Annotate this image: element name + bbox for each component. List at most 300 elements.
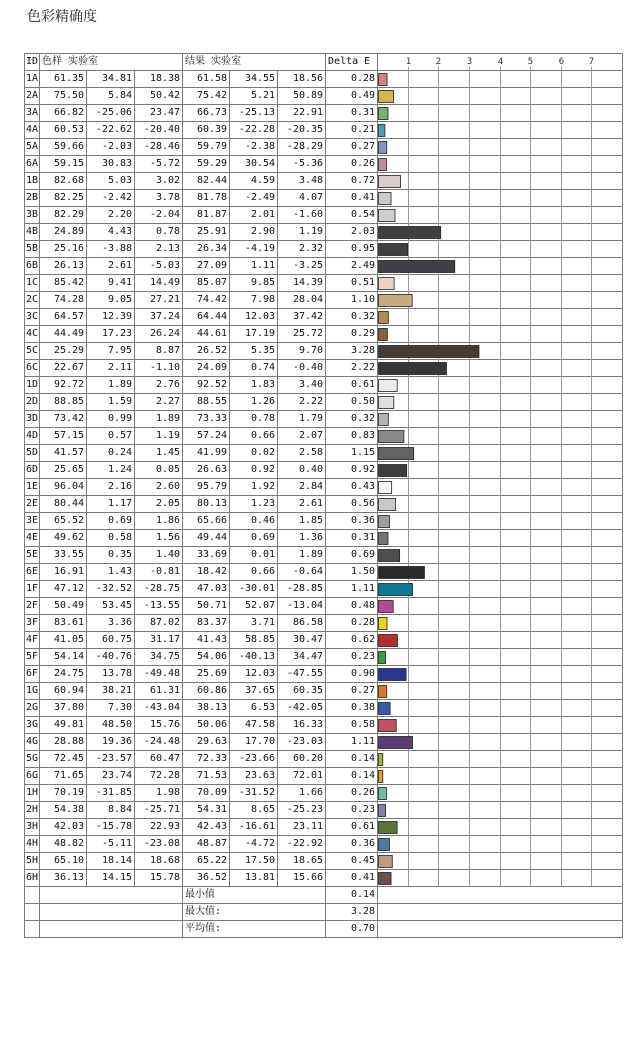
- table-row: [25, 496, 623, 513]
- delta-e-value: 0.23: [326, 802, 378, 819]
- result-value: 60.39: [183, 122, 230, 139]
- bar-cell: [378, 751, 623, 768]
- result-value: -16.61: [230, 819, 278, 836]
- result-value: 59.79: [183, 139, 230, 156]
- delta-e-value: 0.56: [326, 496, 378, 513]
- bar-cell: [378, 71, 623, 88]
- patch-id: 1B: [25, 173, 40, 190]
- table-row: [25, 224, 623, 241]
- result-value: 26.34: [183, 241, 230, 258]
- table-row: [25, 122, 623, 139]
- header-row: [25, 54, 623, 71]
- tick-label: 2: [435, 57, 442, 67]
- result-value: 27.09: [183, 258, 230, 275]
- patch-id: 4B: [25, 224, 40, 241]
- result-value: 0.66: [230, 564, 278, 581]
- sample-value: 64.57: [40, 309, 87, 326]
- result-value: 1.23: [230, 496, 278, 513]
- bar-cell: [378, 581, 623, 598]
- sample-value: 42.03: [40, 819, 87, 836]
- result-value: 8.65: [230, 802, 278, 819]
- patch-id: 6F: [25, 666, 40, 683]
- table-row: [25, 71, 623, 88]
- result-value: 50.89: [278, 88, 326, 105]
- result-value: 50.71: [183, 598, 230, 615]
- result-value: 64.44: [183, 309, 230, 326]
- sample-value: -40.76: [87, 649, 135, 666]
- delta-e-value: 0.32: [326, 411, 378, 428]
- sample-value: 83.61: [40, 615, 87, 632]
- result-value: 37.65: [230, 683, 278, 700]
- result-value: 4.59: [230, 173, 278, 190]
- bar-cell: [378, 530, 623, 547]
- table-row: [25, 734, 623, 751]
- result-value: 88.55: [183, 394, 230, 411]
- sample-value: -5.72: [135, 156, 183, 173]
- sample-value: -2.42: [87, 190, 135, 207]
- sample-value: -22.62: [87, 122, 135, 139]
- delta-e-value: 0.45: [326, 853, 378, 870]
- bar-cell: [378, 768, 623, 785]
- result-value: 1.83: [230, 377, 278, 394]
- result-value: 60.20: [278, 751, 326, 768]
- patch-id: 2B: [25, 190, 40, 207]
- summary-label: 最大值:: [183, 904, 326, 921]
- tick-label: 7: [588, 57, 595, 67]
- table-row: [25, 717, 623, 734]
- sample-value: 0.35: [87, 547, 135, 564]
- table-row: [25, 819, 623, 836]
- delta-e-value: 0.49: [326, 88, 378, 105]
- sample-value: 3.36: [87, 615, 135, 632]
- patch-id: 6H: [25, 870, 40, 887]
- bar-cell: [378, 122, 623, 139]
- result-value: 9.85: [230, 275, 278, 292]
- result-value: 52.07: [230, 598, 278, 615]
- tick-label: 6: [558, 57, 565, 67]
- sample-value: 47.12: [40, 581, 87, 598]
- sample-value: 49.62: [40, 530, 87, 547]
- sample-value: 53.45: [87, 598, 135, 615]
- sample-value: 60.94: [40, 683, 87, 700]
- header-sample: 色样 实验室: [40, 54, 183, 71]
- delta-e-value: 0.83: [326, 428, 378, 445]
- table-row: [25, 802, 623, 819]
- result-value: 72.01: [278, 768, 326, 785]
- sample-value: 57.15: [40, 428, 87, 445]
- sample-value: 25.16: [40, 241, 87, 258]
- delta-e-value: 0.14: [326, 751, 378, 768]
- bar-cell: [378, 360, 623, 377]
- sample-value: 85.42: [40, 275, 87, 292]
- sample-value: 60.75: [87, 632, 135, 649]
- result-value: 25.72: [278, 326, 326, 343]
- sample-value: -31.85: [87, 785, 135, 802]
- bar-cell: [378, 479, 623, 496]
- sample-value: 1.17: [87, 496, 135, 513]
- result-value: 59.29: [183, 156, 230, 173]
- sample-value: 9.05: [87, 292, 135, 309]
- delta-e-value: 0.21: [326, 122, 378, 139]
- patch-id: 3C: [25, 309, 40, 326]
- bar-cell: [378, 853, 623, 870]
- result-value: 2.84: [278, 479, 326, 496]
- bar-cell: [378, 326, 623, 343]
- patch-id: 2F: [25, 598, 40, 615]
- result-value: 3.71: [230, 615, 278, 632]
- bar-cell: [378, 870, 623, 887]
- sample-value: 5.03: [87, 173, 135, 190]
- result-value: 48.87: [183, 836, 230, 853]
- patch-id: 3F: [25, 615, 40, 632]
- bar-cell: [378, 139, 623, 156]
- result-value: 0.92: [230, 462, 278, 479]
- sample-value: 0.69: [87, 513, 135, 530]
- result-value: 1.11: [230, 258, 278, 275]
- summary-blank: [40, 921, 183, 938]
- table-row: [25, 394, 623, 411]
- sample-value: 25.29: [40, 343, 87, 360]
- bar-cell: [378, 394, 623, 411]
- sample-value: 54.38: [40, 802, 87, 819]
- patch-id: 3E: [25, 513, 40, 530]
- result-value: 2.01: [230, 207, 278, 224]
- sample-value: 41.05: [40, 632, 87, 649]
- table-row: [25, 666, 623, 683]
- sample-value: 44.49: [40, 326, 87, 343]
- sample-value: 31.17: [135, 632, 183, 649]
- sample-value: -5.11: [87, 836, 135, 853]
- tick-label: 3: [466, 57, 473, 67]
- result-value: 9.70: [278, 343, 326, 360]
- result-value: 18.56: [278, 71, 326, 88]
- result-value: 54.31: [183, 802, 230, 819]
- bar-cell: [378, 802, 623, 819]
- tick-label: 4: [497, 57, 504, 67]
- delta-e-value: 0.90: [326, 666, 378, 683]
- delta-e-value: 2.49: [326, 258, 378, 275]
- table-row: [25, 683, 623, 700]
- patch-id: 4C: [25, 326, 40, 343]
- result-value: 95.79: [183, 479, 230, 496]
- sample-value: 82.68: [40, 173, 87, 190]
- sample-value: 0.24: [87, 445, 135, 462]
- result-value: 18.42: [183, 564, 230, 581]
- sample-value: -49.48: [135, 666, 183, 683]
- patch-id: 1A: [25, 71, 40, 88]
- sample-value: -1.10: [135, 360, 183, 377]
- result-value: -0.64: [278, 564, 326, 581]
- result-value: 4.07: [278, 190, 326, 207]
- result-value: 0.66: [230, 428, 278, 445]
- bar-cell: [378, 649, 623, 666]
- sample-value: 16.91: [40, 564, 87, 581]
- summary-value: 0.14: [326, 887, 378, 904]
- header-id: ID: [25, 54, 40, 71]
- sample-value: 1.59: [87, 394, 135, 411]
- result-value: 6.53: [230, 700, 278, 717]
- table-row: [25, 530, 623, 547]
- bar-cell: [378, 836, 623, 853]
- result-value: 1.89: [278, 547, 326, 564]
- bar-cell: [378, 683, 623, 700]
- result-value: 60.35: [278, 683, 326, 700]
- delta-e-value: 0.41: [326, 870, 378, 887]
- sample-value: 1.89: [87, 377, 135, 394]
- patch-id: 5H: [25, 853, 40, 870]
- sample-value: 1.43: [87, 564, 135, 581]
- sample-value: 0.05: [135, 462, 183, 479]
- result-value: 14.39: [278, 275, 326, 292]
- patch-id: 3G: [25, 717, 40, 734]
- result-value: 54.06: [183, 649, 230, 666]
- delta-e-value: 2.22: [326, 360, 378, 377]
- delta-e-value: 1.11: [326, 734, 378, 751]
- table-row: [25, 870, 623, 887]
- sample-value: -23.57: [87, 751, 135, 768]
- delta-e-value: 0.62: [326, 632, 378, 649]
- sample-value: 1.24: [87, 462, 135, 479]
- result-value: -2.38: [230, 139, 278, 156]
- summary-blank: [25, 887, 40, 904]
- patch-id: 2G: [25, 700, 40, 717]
- delta-e-value: 0.29: [326, 326, 378, 343]
- sample-value: -15.78: [87, 819, 135, 836]
- patch-id: 4D: [25, 428, 40, 445]
- result-value: 0.78: [230, 411, 278, 428]
- sample-value: 73.42: [40, 411, 87, 428]
- bar-cell: [378, 598, 623, 615]
- patch-id: 1F: [25, 581, 40, 598]
- result-value: 92.52: [183, 377, 230, 394]
- result-value: 49.44: [183, 530, 230, 547]
- result-value: -23.03: [278, 734, 326, 751]
- result-value: 5.21: [230, 88, 278, 105]
- result-value: 81.78: [183, 190, 230, 207]
- result-value: 0.40: [278, 462, 326, 479]
- result-value: 12.03: [230, 666, 278, 683]
- result-value: 85.07: [183, 275, 230, 292]
- sample-value: 65.10: [40, 853, 87, 870]
- sample-value: 61.31: [135, 683, 183, 700]
- bar-cell: [378, 224, 623, 241]
- result-value: 23.63: [230, 768, 278, 785]
- result-value: 5.35: [230, 343, 278, 360]
- sample-value: 2.76: [135, 377, 183, 394]
- result-value: 42.43: [183, 819, 230, 836]
- delta-e-value: 0.72: [326, 173, 378, 190]
- result-value: 18.65: [278, 853, 326, 870]
- table-row: [25, 785, 623, 802]
- sample-value: -43.04: [135, 700, 183, 717]
- result-value: 1.36: [278, 530, 326, 547]
- sample-value: 7.30: [87, 700, 135, 717]
- result-value: 17.19: [230, 326, 278, 343]
- sample-value: 0.78: [135, 224, 183, 241]
- sample-value: 1.98: [135, 785, 183, 802]
- sample-value: 4.43: [87, 224, 135, 241]
- patch-id: 5E: [25, 547, 40, 564]
- delta-e-value: 1.15: [326, 445, 378, 462]
- result-value: -25.23: [278, 802, 326, 819]
- table-row: [25, 700, 623, 717]
- table-row: [25, 275, 623, 292]
- sample-value: -3.88: [87, 241, 135, 258]
- delta-e-value: 2.03: [326, 224, 378, 241]
- table-row: [25, 428, 623, 445]
- sample-value: 0.99: [87, 411, 135, 428]
- sample-value: 14.15: [87, 870, 135, 887]
- sample-value: -2.04: [135, 207, 183, 224]
- result-value: 66.73: [183, 105, 230, 122]
- table-row: [25, 190, 623, 207]
- sample-value: 2.20: [87, 207, 135, 224]
- bar-cell: [378, 173, 623, 190]
- delta-e-value: 0.69: [326, 547, 378, 564]
- sample-value: 66.82: [40, 105, 87, 122]
- result-value: 33.69: [183, 547, 230, 564]
- result-value: 65.66: [183, 513, 230, 530]
- result-value: 13.81: [230, 870, 278, 887]
- result-value: -0.40: [278, 360, 326, 377]
- delta-e-value: 0.48: [326, 598, 378, 615]
- bar-cell: [378, 717, 623, 734]
- table-row: [25, 768, 623, 785]
- result-value: 58.85: [230, 632, 278, 649]
- summary-blank: [25, 904, 40, 921]
- table-row: [25, 445, 623, 462]
- delta-e-value: 0.61: [326, 377, 378, 394]
- result-value: 41.99: [183, 445, 230, 462]
- patch-id: 6D: [25, 462, 40, 479]
- result-value: 16.33: [278, 717, 326, 734]
- sample-value: 18.68: [135, 853, 183, 870]
- sample-value: 22.67: [40, 360, 87, 377]
- result-value: 0.46: [230, 513, 278, 530]
- result-value: 41.43: [183, 632, 230, 649]
- result-value: 44.61: [183, 326, 230, 343]
- sample-value: 48.50: [87, 717, 135, 734]
- patch-id: 2A: [25, 88, 40, 105]
- sample-value: 17.23: [87, 326, 135, 343]
- result-value: 74.42: [183, 292, 230, 309]
- patch-id: 5G: [25, 751, 40, 768]
- sample-value: 26.24: [135, 326, 183, 343]
- delta-e-value: 0.28: [326, 71, 378, 88]
- result-value: 82.44: [183, 173, 230, 190]
- sample-value: 18.14: [87, 853, 135, 870]
- result-value: 23.11: [278, 819, 326, 836]
- sample-value: 72.45: [40, 751, 87, 768]
- result-value: -20.35: [278, 122, 326, 139]
- result-value: 2.32: [278, 241, 326, 258]
- bar-cell: [378, 258, 623, 275]
- bar-cell: [378, 462, 623, 479]
- result-value: 1.92: [230, 479, 278, 496]
- result-value: 47.58: [230, 717, 278, 734]
- delta-e-value: 0.31: [326, 105, 378, 122]
- sample-value: 5.84: [87, 88, 135, 105]
- sample-value: 8.84: [87, 802, 135, 819]
- result-value: 37.42: [278, 309, 326, 326]
- sample-value: 26.13: [40, 258, 87, 275]
- table-row: [25, 309, 623, 326]
- sample-value: 34.81: [87, 71, 135, 88]
- patch-id: 5B: [25, 241, 40, 258]
- result-value: 1.85: [278, 513, 326, 530]
- sample-value: 1.56: [135, 530, 183, 547]
- delta-e-value: 0.36: [326, 836, 378, 853]
- result-value: -4.72: [230, 836, 278, 853]
- sample-value: 0.57: [87, 428, 135, 445]
- summary-blank: [40, 887, 183, 904]
- table-row: [25, 258, 623, 275]
- sample-value: 74.28: [40, 292, 87, 309]
- result-value: -1.60: [278, 207, 326, 224]
- table-row: [25, 513, 623, 530]
- bar-cell: [378, 496, 623, 513]
- result-value: 24.09: [183, 360, 230, 377]
- table-row: [25, 88, 623, 105]
- summary-value: 3.28: [326, 904, 378, 921]
- result-value: 1.66: [278, 785, 326, 802]
- sample-value: -23.08: [135, 836, 183, 853]
- sample-value: -5.03: [135, 258, 183, 275]
- result-value: -30.01: [230, 581, 278, 598]
- bar-cell: [378, 156, 623, 173]
- bar-cell: [378, 700, 623, 717]
- result-value: 1.26: [230, 394, 278, 411]
- sample-value: -20.40: [135, 122, 183, 139]
- table-row: [25, 649, 623, 666]
- sample-value: 65.52: [40, 513, 87, 530]
- sample-value: 25.65: [40, 462, 87, 479]
- result-value: 25.69: [183, 666, 230, 683]
- sample-value: 28.88: [40, 734, 87, 751]
- sample-value: 2.05: [135, 496, 183, 513]
- result-value: -40.13: [230, 649, 278, 666]
- table-row: [25, 547, 623, 564]
- sample-value: 49.81: [40, 717, 87, 734]
- page-title: 色彩精确度: [27, 9, 97, 25]
- delta-e-value: 0.38: [326, 700, 378, 717]
- tick-label: 1: [405, 57, 412, 67]
- result-value: 2.22: [278, 394, 326, 411]
- result-value: 15.66: [278, 870, 326, 887]
- sample-value: -25.06: [87, 105, 135, 122]
- delta-e-value: 0.14: [326, 768, 378, 785]
- table-row: [25, 207, 623, 224]
- sample-value: 23.47: [135, 105, 183, 122]
- sample-value: 2.13: [135, 241, 183, 258]
- sample-value: 82.29: [40, 207, 87, 224]
- table-row: [25, 632, 623, 649]
- delta-e-value: 1.10: [326, 292, 378, 309]
- result-value: 17.70: [230, 734, 278, 751]
- patch-id: 5A: [25, 139, 40, 156]
- bar-cell: [378, 513, 623, 530]
- sample-value: 1.89: [135, 411, 183, 428]
- summary-blank: [25, 921, 40, 938]
- result-value: 0.01: [230, 547, 278, 564]
- sample-value: 15.76: [135, 717, 183, 734]
- sample-value: 0.58: [87, 530, 135, 547]
- sample-value: 27.21: [135, 292, 183, 309]
- delta-e-value: 0.92: [326, 462, 378, 479]
- sample-value: 80.44: [40, 496, 87, 513]
- sample-value: 22.93: [135, 819, 183, 836]
- summary-blank: [40, 904, 183, 921]
